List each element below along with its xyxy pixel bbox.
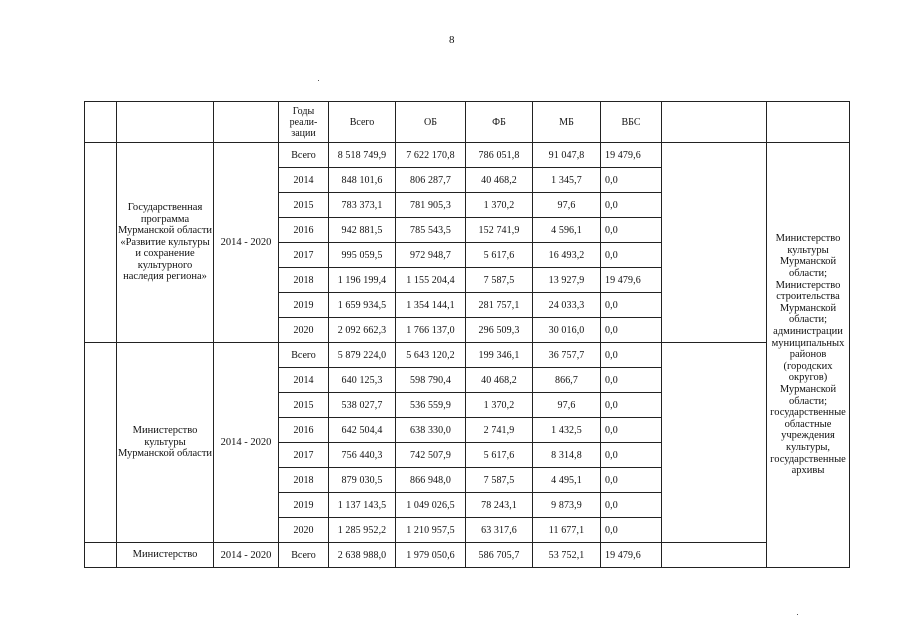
vbs-cell: 19 479,6 xyxy=(601,268,662,293)
year-cell: 2014 xyxy=(279,168,329,193)
year-cell: Всего xyxy=(279,143,329,168)
year-cell: 2019 xyxy=(279,293,329,318)
page-number: 8 xyxy=(449,34,455,46)
year-cell: 2015 xyxy=(279,193,329,218)
vbs-cell: 0,0 xyxy=(601,468,662,493)
ob-cell: 1 766 137,0 xyxy=(396,318,466,343)
year-cell: Всего xyxy=(279,543,329,568)
total-cell: 642 504,4 xyxy=(329,418,396,443)
vbs-cell: 0,0 xyxy=(601,168,662,193)
year-cell: 2018 xyxy=(279,268,329,293)
year-cell: 2018 xyxy=(279,468,329,493)
total-cell: 879 030,5 xyxy=(329,468,396,493)
header-total: Всего xyxy=(329,102,396,143)
vbs-cell: 0,0 xyxy=(601,393,662,418)
blank-cell xyxy=(662,143,767,343)
ob-cell: 5 643 120,2 xyxy=(396,343,466,368)
total-cell: 995 059,5 xyxy=(329,243,396,268)
scan-dot xyxy=(318,80,319,81)
header-cell-empty xyxy=(117,102,214,143)
total-cell: 1 659 934,5 xyxy=(329,293,396,318)
total-cell: 1 137 143,5 xyxy=(329,493,396,518)
vbs-cell: 0,0 xyxy=(601,343,662,368)
header-cell-empty xyxy=(767,102,850,143)
vbs-cell: 0,0 xyxy=(601,518,662,543)
ob-cell: 972 948,7 xyxy=(396,243,466,268)
mb-cell: 16 493,2 xyxy=(533,243,601,268)
mb-cell: 1 432,5 xyxy=(533,418,601,443)
mb-cell: 11 677,1 xyxy=(533,518,601,543)
total-cell: 2 092 662,3 xyxy=(329,318,396,343)
table-row xyxy=(85,143,850,168)
fb-cell: 5 617,6 xyxy=(466,243,533,268)
header-cell-empty xyxy=(85,102,117,143)
total-cell: 640 125,3 xyxy=(329,368,396,393)
header-years: Годы реали- зации xyxy=(279,102,329,143)
executors-cell: Министерство культуры Мурманской области; Министерство строительства Мурманской области; администрации муниципальных районов (городских округов) Мурманской области; государственные областные учреждения культуры, государственные архивы xyxy=(767,143,850,568)
mb-cell: 97,6 xyxy=(533,393,601,418)
mb-cell: 4 495,1 xyxy=(533,468,601,493)
year-cell: 2015 xyxy=(279,393,329,418)
total-cell: 756 440,3 xyxy=(329,443,396,468)
fb-cell: 152 741,9 xyxy=(466,218,533,243)
fb-cell: 7 587,5 xyxy=(466,268,533,293)
ob-cell: 806 287,7 xyxy=(396,168,466,193)
ob-cell: 1 155 204,4 xyxy=(396,268,466,293)
year-cell: 2016 xyxy=(279,218,329,243)
ob-cell: 1 210 957,5 xyxy=(396,518,466,543)
year-cell: Всего xyxy=(279,343,329,368)
table-row xyxy=(85,543,850,568)
ministry-name: Министерство культуры Мурманской области xyxy=(117,343,214,543)
mb-cell: 1 345,7 xyxy=(533,168,601,193)
ob-cell: 1 049 026,5 xyxy=(396,493,466,518)
mb-cell: 13 927,9 xyxy=(533,268,601,293)
mb-cell: 24 033,3 xyxy=(533,293,601,318)
fb-cell: 63 317,6 xyxy=(466,518,533,543)
total-cell: 538 027,7 xyxy=(329,393,396,418)
total-cell: 1 196 199,4 xyxy=(329,268,396,293)
ob-cell: 7 622 170,8 xyxy=(396,143,466,168)
mb-cell: 36 757,7 xyxy=(533,343,601,368)
mb-cell: 866,7 xyxy=(533,368,601,393)
row-number-cell xyxy=(85,343,117,543)
fb-cell: 2 741,9 xyxy=(466,418,533,443)
mb-cell: 8 314,8 xyxy=(533,443,601,468)
total-cell: 8 518 749,9 xyxy=(329,143,396,168)
ministry-period: 2014 - 2020 xyxy=(214,543,279,568)
mb-cell: 30 016,0 xyxy=(533,318,601,343)
row-number-cell xyxy=(85,143,117,343)
vbs-cell: 19 479,6 xyxy=(601,143,662,168)
vbs-cell: 0,0 xyxy=(601,318,662,343)
ob-cell: 781 905,3 xyxy=(396,193,466,218)
year-cell: 2019 xyxy=(279,493,329,518)
row-number-cell xyxy=(85,543,117,568)
ob-cell: 1 354 144,1 xyxy=(396,293,466,318)
vbs-cell: 0,0 xyxy=(601,293,662,318)
ob-cell: 598 790,4 xyxy=(396,368,466,393)
total-cell: 1 285 952,2 xyxy=(329,518,396,543)
year-cell: 2014 xyxy=(279,368,329,393)
total-cell: 783 373,1 xyxy=(329,193,396,218)
year-cell: 2017 xyxy=(279,443,329,468)
year-cell: 2017 xyxy=(279,243,329,268)
vbs-cell: 0,0 xyxy=(601,368,662,393)
header-vbs: ВБС xyxy=(601,102,662,143)
vbs-cell: 19 479,6 xyxy=(601,543,662,568)
header-fb: ФБ xyxy=(466,102,533,143)
ob-cell: 638 330,0 xyxy=(396,418,466,443)
fb-cell: 296 509,3 xyxy=(466,318,533,343)
vbs-cell: 0,0 xyxy=(601,218,662,243)
fb-cell: 78 243,1 xyxy=(466,493,533,518)
year-cell: 2016 xyxy=(279,418,329,443)
mb-cell: 97,6 xyxy=(533,193,601,218)
ob-cell: 742 507,9 xyxy=(396,443,466,468)
fb-cell: 40 468,2 xyxy=(466,368,533,393)
year-cell: 2020 xyxy=(279,318,329,343)
ministry-name: Министерство xyxy=(117,543,214,568)
fb-cell: 40 468,2 xyxy=(466,168,533,193)
total-cell: 5 879 224,0 xyxy=(329,343,396,368)
blank-cell xyxy=(662,543,767,568)
mb-cell: 9 873,9 xyxy=(533,493,601,518)
fb-cell: 586 705,7 xyxy=(466,543,533,568)
blank-cell xyxy=(662,343,767,543)
program-period: 2014 - 2020 xyxy=(214,143,279,343)
fb-cell: 1 370,2 xyxy=(466,193,533,218)
ministry-period: 2014 - 2020 xyxy=(214,343,279,543)
mb-cell: 53 752,1 xyxy=(533,543,601,568)
vbs-cell: 0,0 xyxy=(601,193,662,218)
total-cell: 2 638 988,0 xyxy=(329,543,396,568)
fb-cell: 786 051,8 xyxy=(466,143,533,168)
fb-cell: 199 346,1 xyxy=(466,343,533,368)
header-cell-empty xyxy=(214,102,279,143)
mb-cell: 91 047,8 xyxy=(533,143,601,168)
table-row xyxy=(85,343,850,368)
table-header-row xyxy=(85,102,850,143)
financing-table xyxy=(84,101,850,568)
total-cell: 848 101,6 xyxy=(329,168,396,193)
ob-cell: 866 948,0 xyxy=(396,468,466,493)
header-cell-empty xyxy=(662,102,767,143)
total-cell: 942 881,5 xyxy=(329,218,396,243)
vbs-cell: 0,0 xyxy=(601,493,662,518)
fb-cell: 5 617,6 xyxy=(466,443,533,468)
ob-cell: 536 559,9 xyxy=(396,393,466,418)
vbs-cell: 0,0 xyxy=(601,443,662,468)
ob-cell: 785 543,5 xyxy=(396,218,466,243)
vbs-cell: 0,0 xyxy=(601,418,662,443)
year-cell: 2020 xyxy=(279,518,329,543)
fb-cell: 1 370,2 xyxy=(466,393,533,418)
program-name: Государственная программа Мурманской области «Развитие культуры и сохранение культурного наследия региона» xyxy=(117,143,214,343)
ob-cell: 1 979 050,6 xyxy=(396,543,466,568)
vbs-cell: 0,0 xyxy=(601,243,662,268)
mb-cell: 4 596,1 xyxy=(533,218,601,243)
header-ob: ОБ xyxy=(396,102,466,143)
header-mb: МБ xyxy=(533,102,601,143)
scan-dot xyxy=(797,614,798,615)
fb-cell: 7 587,5 xyxy=(466,468,533,493)
fb-cell: 281 757,1 xyxy=(466,293,533,318)
